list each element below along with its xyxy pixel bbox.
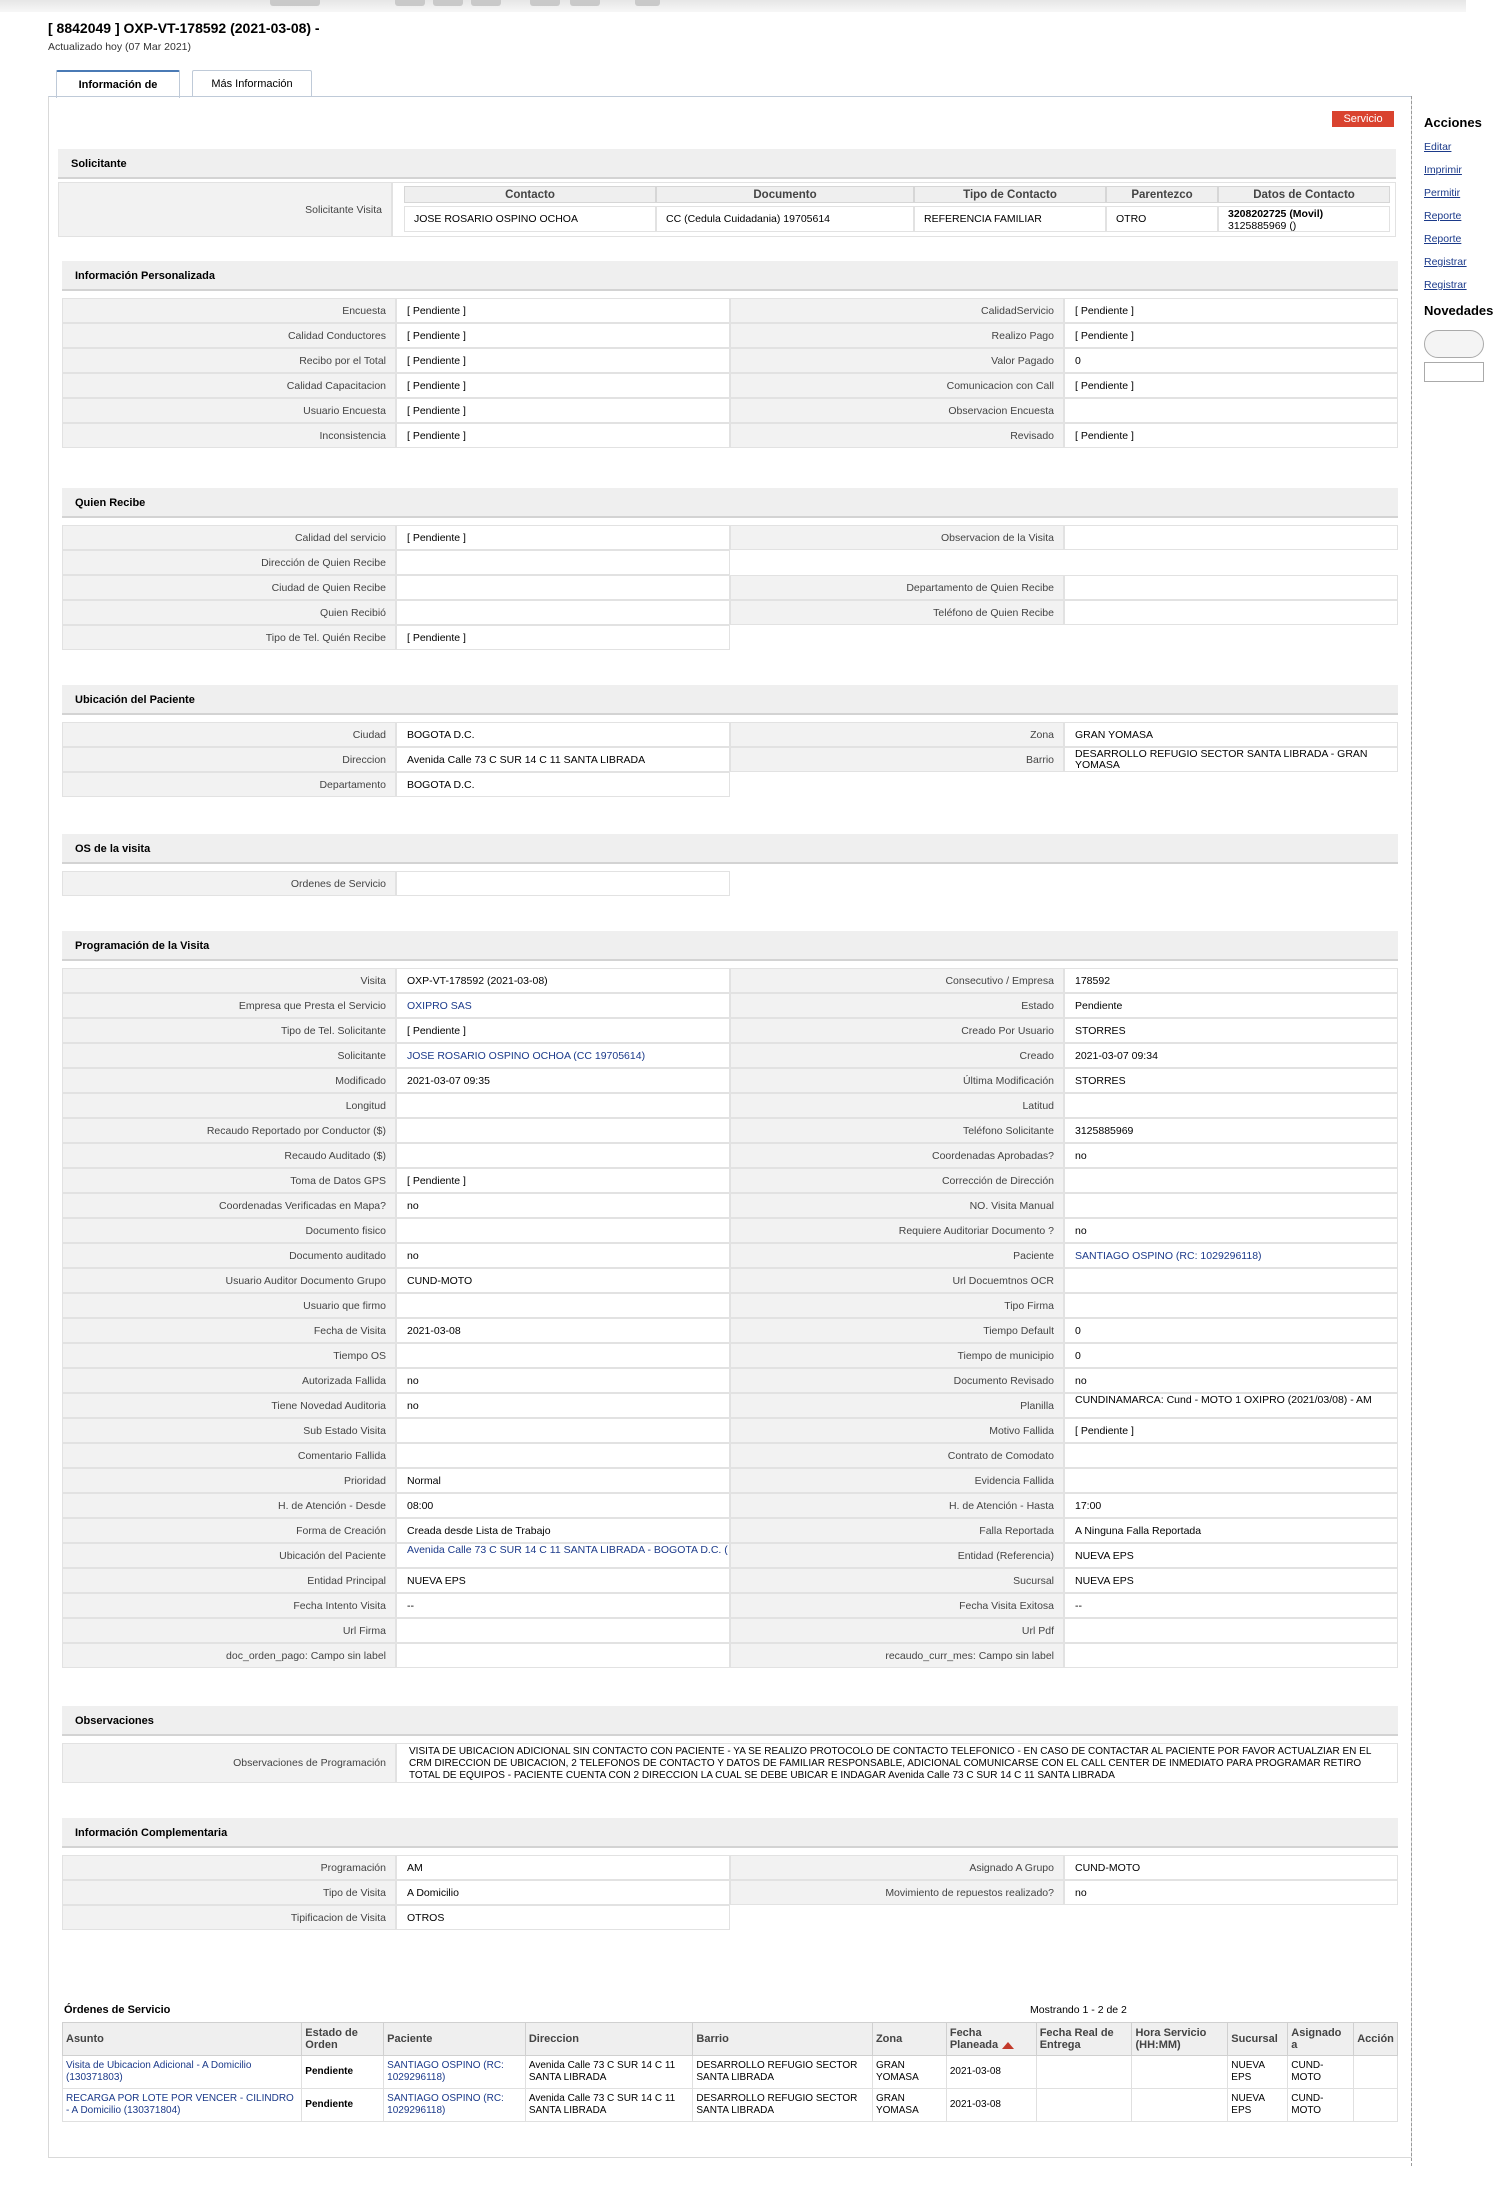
forma-de-creacion-label: Forma de Creación (62, 1518, 396, 1543)
toolbar-button[interactable] (570, 0, 600, 6)
grid-header-parentezco: Parentezco (1106, 186, 1218, 203)
toolbar-button[interactable] (270, 0, 320, 6)
section-os-de-la-visita-header: OS de la visita (62, 834, 1398, 864)
empresa-que-presta-el-servicio-label: Empresa que Presta el Servicio (62, 993, 396, 1018)
section-quien-recibe-header: Quien Recibe (62, 488, 1398, 518)
programacion-label: Programación (62, 1855, 396, 1880)
ciudad-de-quien-recibe-label: Ciudad de Quien Recibe (62, 575, 396, 600)
phone-alt: 3125885969 () (1228, 220, 1297, 232)
action-link-reporte[interactable]: Reporte (1424, 210, 1462, 222)
order-cell-asunto[interactable]: Visita de Ubicacion Adicional - A Domicilio (130371803) (63, 2056, 302, 2089)
col-paciente[interactable]: Paciente (384, 2023, 526, 2056)
visita-value: OXP-VT-178592 (2021-03-08) (396, 968, 730, 993)
parentezco-cell: OTRO (1106, 206, 1218, 232)
order-cell-paciente[interactable]: SANTIAGO OSPINO (RC: 1029296118) (384, 2089, 526, 2122)
contrato-de-comodato-label: Contrato de Comodato (730, 1443, 1064, 1468)
comentario-fallida-label: Comentario Fallida (62, 1443, 396, 1468)
action-link-reporte[interactable]: Reporte (1424, 233, 1462, 245)
direccion-de-quien-recibe-value (396, 550, 730, 575)
order-cell-hora-servicio-hh-mm (1132, 2089, 1228, 2122)
doc-orden-pago-campo-sin-label-value (396, 1643, 730, 1668)
tipo-de-tel-solicitante-value: [ Pendiente ] (396, 1018, 730, 1043)
comunicacion-con-call-label: Comunicacion con Call (730, 373, 1064, 398)
col-asunto[interactable]: Asunto (63, 2023, 302, 2056)
recibo-por-el-total-label: Recibo por el Total (62, 348, 396, 373)
latitud-label: Latitud (730, 1093, 1064, 1118)
documento-auditado-value: no (396, 1243, 730, 1268)
phone-main: 3208202725 (Movil) (1228, 208, 1324, 220)
tab-mas-informacion[interactable]: Más Información (192, 70, 312, 97)
section-informacion-personalizada-header: Información Personalizada (62, 261, 1398, 291)
novedades-toggle[interactable] (1424, 330, 1484, 358)
recaudo-auditado-value (396, 1143, 730, 1168)
service-badge[interactable]: Servicio (1332, 111, 1394, 127)
tipo-de-tel-solicitante-label: Tipo de Tel. Solicitante (62, 1018, 396, 1043)
url-firma-value (396, 1618, 730, 1643)
observacion-encuesta-label: Observacion Encuesta (730, 398, 1064, 423)
ciudad-de-quien-recibe-value (396, 575, 730, 600)
sucursal-label: Sucursal (730, 1568, 1064, 1593)
order-cell-fecha-planeada: 2021-03-08 (946, 2089, 1036, 2122)
toolbar-button[interactable] (471, 0, 501, 6)
order-cell-zona: GRAN YOMASA (872, 2056, 946, 2089)
order-cell-paciente[interactable]: SANTIAGO OSPINO (RC: 1029296118) (384, 2056, 526, 2089)
fecha-visita-exitosa-label: Fecha Visita Exitosa (730, 1593, 1064, 1618)
quien-recibio-value (396, 600, 730, 625)
order-cell-zona: GRAN YOMASA (872, 2089, 946, 2122)
fecha-intento-visita-label: Fecha Intento Visita (62, 1593, 396, 1618)
grid-header-datos-contacto: Datos de Contacto (1218, 186, 1390, 203)
calidad-conductores-label: Calidad Conductores (62, 323, 396, 348)
url-docuemtnos-ocr-label: Url Docuemtnos OCR (730, 1268, 1064, 1293)
novedades-input[interactable] (1424, 362, 1484, 382)
table-row (63, 2089, 1398, 2122)
programacion-value: AM (396, 1855, 730, 1880)
tipificacion-de-visita-value: OTROS (396, 1905, 730, 1930)
entidad-referencia-label: Entidad (Referencia) (730, 1543, 1064, 1568)
action-link-registrar[interactable]: Registrar (1424, 256, 1467, 268)
tipo-contacto-cell: REFERENCIA FAMILIAR (914, 206, 1106, 232)
tiempo-default-value: 0 (1064, 1318, 1398, 1343)
ciudad-label: Ciudad (62, 722, 396, 747)
realizo-pago-label: Realizo Pago (730, 323, 1064, 348)
tipo-firma-label: Tipo Firma (730, 1293, 1064, 1318)
toma-de-datos-gps-value: [ Pendiente ] (396, 1168, 730, 1193)
datos-contacto-cell (1218, 206, 1390, 232)
col-direccion[interactable]: Direccion (525, 2023, 693, 2056)
consecutivo-empresa-value: 178592 (1064, 968, 1398, 993)
recaudo-auditado-label: Recaudo Auditado ($) (62, 1143, 396, 1168)
col-fecha-planeada[interactable] (946, 2023, 1036, 2056)
tiene-novedad-auditoria-value: no (396, 1393, 730, 1418)
section-solicitante-header: Solicitante (58, 149, 1396, 179)
prioridad-label: Prioridad (62, 1468, 396, 1493)
encuesta-label: Encuesta (62, 298, 396, 323)
calidad-capacitacion-value: [ Pendiente ] (396, 373, 730, 398)
solicitante-value[interactable]: JOSE ROSARIO OSPINO OCHOA (CC 19705614) (396, 1043, 730, 1068)
col-accion: Acción (1354, 2023, 1398, 2056)
calidad-del-servicio-label: Calidad del servicio (62, 525, 396, 550)
orders-header-row (63, 2023, 1398, 2056)
inconsistencia-label: Inconsistencia (62, 423, 396, 448)
creado-por-usuario-label: Creado Por Usuario (730, 1018, 1064, 1043)
contrato-de-comodato-value (1064, 1443, 1398, 1468)
ubicacion-del-paciente-value[interactable]: Avenida Calle 73 C SUR 14 C 11 SANTA LIBRADA - BOGOTA D.C. ( (396, 1543, 730, 1568)
tipo-de-visita-value: A Domicilio (396, 1880, 730, 1905)
grid-header-tipo-contacto: Tipo de Contacto (914, 186, 1106, 203)
consecutivo-empresa-label: Consecutivo / Empresa (730, 968, 1064, 993)
calidad-del-servicio-value: [ Pendiente ] (396, 525, 730, 550)
zona-label: Zona (730, 722, 1064, 747)
autorizada-fallida-value: no (396, 1368, 730, 1393)
no-visita-manual-value (1064, 1193, 1398, 1218)
section-programacion-de-la-visita-header: Programación de la Visita (62, 931, 1398, 961)
evidencia-fallida-value (1064, 1468, 1398, 1493)
col-zona[interactable]: Zona (872, 2023, 946, 2056)
order-cell-barrio: DESARROLLO REFUGIO SECTOR SANTA LIBRADA (693, 2089, 873, 2122)
col-sucursal[interactable]: Sucursal (1228, 2023, 1288, 2056)
departamento-label: Departamento (62, 772, 396, 797)
departamento-de-quien-recibe-value (1064, 575, 1398, 600)
h-de-atencion-hasta-value: 17:00 (1064, 1493, 1398, 1518)
paciente-value[interactable]: SANTIAGO OSPINO (RC: 1029296118) (1064, 1243, 1398, 1268)
toolbar-button[interactable] (530, 0, 560, 6)
usuario-encuesta-value: [ Pendiente ] (396, 398, 730, 423)
comentario-fallida-value (396, 1443, 730, 1468)
modificado-label: Modificado (62, 1068, 396, 1093)
ordenes-de-servicio-value (396, 871, 730, 896)
order-cell-fecha-real-de-entrega (1036, 2056, 1132, 2089)
coordenadas-verificadas-en-mapa-label: Coordenadas Verificadas en Mapa? (62, 1193, 396, 1218)
revisado-value: [ Pendiente ] (1064, 423, 1398, 448)
section-observaciones-header: Observaciones (62, 1706, 1398, 1736)
order-cell-asunto[interactable]: RECARGA POR LOTE POR VENCER - CILINDRO - A Domicilio (130371804) (63, 2089, 302, 2122)
sucursal-value: NUEVA EPS (1064, 1568, 1398, 1593)
empresa-que-presta-el-servicio-value[interactable]: OXIPRO SAS (396, 993, 730, 1018)
col-estado[interactable]: Estado de Orden (302, 2023, 384, 2056)
entidad-principal-label: Entidad Principal (62, 1568, 396, 1593)
creado-label: Creado (730, 1043, 1064, 1068)
estado-label: Estado (730, 993, 1064, 1018)
recaudo-reportado-por-conductor-label: Recaudo Reportado por Conductor ($) (62, 1118, 396, 1143)
actions-sidebar (1424, 115, 1493, 382)
usuario-auditor-documento-grupo-label: Usuario Auditor Documento Grupo (62, 1268, 396, 1293)
record-updated: Actualizado hoy (07 Mar 2021) (48, 41, 191, 53)
asignado-a-grupo-value: CUND-MOTO (1064, 1855, 1398, 1880)
order-cell-hora-servicio-hh-mm (1132, 2056, 1228, 2089)
table-row (63, 2056, 1398, 2089)
latitud-value (1064, 1093, 1398, 1118)
order-cell-estado-de-orden: Pendiente (302, 2089, 384, 2122)
estado-value: Pendiente (1064, 993, 1398, 1018)
usuario-encuesta-label: Usuario Encuesta (62, 398, 396, 423)
coordenadas-verificadas-en-mapa-value: no (396, 1193, 730, 1218)
correccion-de-direccion-value (1064, 1168, 1398, 1193)
tiene-novedad-auditoria-label: Tiene Novedad Auditoria (62, 1393, 396, 1418)
contacto-cell: JOSE ROSARIO OSPINO OCHOA (404, 206, 656, 232)
order-cell-accion (1354, 2089, 1398, 2122)
tipo-de-visita-label: Tipo de Visita (62, 1880, 396, 1905)
autorizada-fallida-label: Autorizada Fallida (62, 1368, 396, 1393)
url-docuemtnos-ocr-value (1064, 1268, 1398, 1293)
orders-table (62, 2022, 1398, 2122)
calidadservicio-value: [ Pendiente ] (1064, 298, 1398, 323)
entidad-referencia-value: NUEVA EPS (1064, 1543, 1398, 1568)
section-informacion-complementaria-header: Información Complementaria (62, 1818, 1398, 1848)
fecha-de-visita-value: 2021-03-08 (396, 1318, 730, 1343)
fecha-intento-visita-value: -- (396, 1593, 730, 1618)
revisado-label: Revisado (730, 423, 1064, 448)
order-cell-direccion: Avenida Calle 73 C SUR 14 C 11 SANTA LIBRADA (525, 2056, 693, 2089)
calidad-conductores-value: [ Pendiente ] (396, 323, 730, 348)
valor-pagado-label: Valor Pagado (730, 348, 1064, 373)
modificado-value: 2021-03-07 09:35 (396, 1068, 730, 1093)
tipo-firma-value (1064, 1293, 1398, 1318)
barrio-value: DESARROLLO REFUGIO SECTOR SANTA LIBRADA - GRAN YOMASA (1064, 747, 1398, 772)
telefono-solicitante-label: Teléfono Solicitante (730, 1118, 1064, 1143)
departamento-de-quien-recibe-label: Departamento de Quien Recibe (730, 575, 1064, 600)
ultima-modificacion-value: STORRES (1064, 1068, 1398, 1093)
ultima-modificacion-label: Última Modificación (730, 1068, 1064, 1093)
sub-estado-visita-value (396, 1418, 730, 1443)
longitud-value (396, 1093, 730, 1118)
top-toolbar-strip (0, 0, 1466, 12)
observacion-de-la-visita-value (1064, 525, 1398, 550)
motivo-fallida-label: Motivo Fallida (730, 1418, 1064, 1443)
col-hora-servicio[interactable]: Hora Servicio (HH:MM) (1132, 2023, 1228, 2056)
recaudo-curr-mes-campo-sin-label-label: recaudo_curr_mes: Campo sin label (730, 1643, 1064, 1668)
usuario-que-firmo-label: Usuario que firmo (62, 1293, 396, 1318)
paciente-label: Paciente (730, 1243, 1064, 1268)
observacion-de-la-visita-label: Observacion de la Visita (730, 525, 1064, 550)
no-visita-manual-label: NO. Visita Manual (730, 1193, 1064, 1218)
documento-fisico-value (396, 1218, 730, 1243)
longitud-label: Longitud (62, 1093, 396, 1118)
direccion-value: Avenida Calle 73 C SUR 14 C 11 SANTA LIBRADA (396, 747, 730, 772)
recaudo-reportado-por-conductor-value (396, 1118, 730, 1143)
action-link-registrar[interactable]: Registrar (1424, 279, 1467, 291)
forma-de-creacion-value: Creada desde Lista de Trabajo (396, 1518, 730, 1543)
h-de-atencion-desde-label: H. de Atención - Desde (62, 1493, 396, 1518)
panel-divider (1411, 96, 1412, 2166)
tipificacion-de-visita-label: Tipificacion de Visita (62, 1905, 396, 1930)
zona-value: GRAN YOMASA (1064, 722, 1398, 747)
barrio-label: Barrio (730, 747, 1064, 772)
telefono-de-quien-recibe-label: Teléfono de Quien Recibe (730, 600, 1064, 625)
sub-estado-visita-label: Sub Estado Visita (62, 1418, 396, 1443)
correccion-de-direccion-label: Corrección de Dirección (730, 1168, 1064, 1193)
url-firma-label: Url Firma (62, 1618, 396, 1643)
asignado-a-grupo-label: Asignado A Grupo (730, 1855, 1064, 1880)
order-cell-fecha-real-de-entrega (1036, 2089, 1132, 2122)
motivo-fallida-value: [ Pendiente ] (1064, 1418, 1398, 1443)
tipo-de-tel-quien-recibe-label: Tipo de Tel. Quién Recibe (62, 625, 396, 650)
toolbar-button[interactable] (433, 0, 463, 6)
documento-revisado-value: no (1064, 1368, 1398, 1393)
observaciones-programacion-value: VISITA DE UBICACION ADICIONAL SIN CONTACTO CON PACIENTE - YA SE REALIZO PROTOCOLO DE CONTACTO TELEFONICO - EN CASO DE CONTACTAR AL PACIENTE POR FAVOR ACTUALZIAR EN EL CRM DIRECCION DE UBICACION, 2 TELEFONOS DE CONTACTO Y DATOS DE FAMILIAR RESPONSABLE, ADICIONAL COMUNICARSE CON EL CALL CENTER DE INMEDIATO PARA PROGRAMAR RETIRO TOTAL DE EQUIPOS - PACIENTE CUENTA CON 2 DIRECCION LA CUAL SE DEBE UBICAR E INDAGAR Avenida Calle 73 C SUR 14 C 11 SANTA LIBRADA (396, 1743, 1398, 1783)
planilla-label: Planilla (730, 1393, 1064, 1418)
coordenadas-aprobadas-value: no (1064, 1143, 1398, 1168)
tipo-de-tel-quien-recibe-value: [ Pendiente ] (396, 625, 730, 650)
realizo-pago-value: [ Pendiente ] (1064, 323, 1398, 348)
tiempo-de-municipio-label: Tiempo de municipio (730, 1343, 1064, 1368)
action-link-permitir[interactable]: Permitir (1424, 187, 1461, 199)
requiere-auditoriar-documento-label: Requiere Auditoriar Documento ? (730, 1218, 1064, 1243)
order-cell-accion (1354, 2056, 1398, 2089)
actions-links (1424, 136, 1466, 297)
ordenes-de-servicio-label: Ordenes de Servicio (62, 871, 396, 896)
tab-informacion[interactable]: Información de (56, 70, 180, 98)
documento-auditado-label: Documento auditado (62, 1243, 396, 1268)
toolbar-button[interactable] (635, 0, 660, 6)
direccion-label: Direccion (62, 747, 396, 772)
inconsistencia-value: [ Pendiente ] (396, 423, 730, 448)
ubicacion-del-paciente-label: Ubicación del Paciente (62, 1543, 396, 1568)
record-title: [ 8842049 ] OXP-VT-178592 (2021-03-08) - (48, 20, 320, 36)
falla-reportada-value: A Ninguna Falla Reportada (1064, 1518, 1398, 1543)
col-asignado[interactable]: Asignado a (1288, 2023, 1354, 2056)
comunicacion-con-call-value: [ Pendiente ] (1064, 373, 1398, 398)
grid-header-documento: Documento (656, 186, 914, 203)
prioridad-value: Normal (396, 1468, 730, 1493)
calidadservicio-label: CalidadServicio (730, 298, 1064, 323)
tiempo-os-value (396, 1343, 730, 1368)
url-pdf-label: Url Pdf (730, 1618, 1064, 1643)
fecha-visita-exitosa-value: -- (1064, 1593, 1398, 1618)
coordenadas-aprobadas-label: Coordenadas Aprobadas? (730, 1143, 1064, 1168)
col-fecha-planeada-label: Fecha Planeada (949, 2027, 999, 2051)
requiere-auditoriar-documento-value: no (1064, 1218, 1398, 1243)
col-fecha-real[interactable]: Fecha Real de Entrega (1036, 2023, 1132, 2056)
novedades-header: Novedades (1424, 303, 1493, 318)
documento-revisado-label: Documento Revisado (730, 1368, 1064, 1393)
movimiento-de-repuestos-realizado-label: Movimiento de repuestos realizado? (730, 1880, 1064, 1905)
valor-pagado-value: 0 (1064, 348, 1398, 373)
documento-cell: CC (Cedula Cuidadania) 19705614 (656, 206, 914, 232)
order-cell-sucursal: NUEVA EPS (1228, 2089, 1288, 2122)
orders-count: Mostrando 1 - 2 de 2 (1030, 2004, 1127, 2016)
h-de-atencion-desde-value: 08:00 (396, 1493, 730, 1518)
usuario-que-firmo-value (396, 1293, 730, 1318)
recibo-por-el-total-value: [ Pendiente ] (396, 348, 730, 373)
solicitante-label: Solicitante (62, 1043, 396, 1068)
order-cell-sucursal: NUEVA EPS (1228, 2056, 1288, 2089)
documento-fisico-label: Documento fisico (62, 1218, 396, 1243)
doc-orden-pago-campo-sin-label-label: doc_orden_pago: Campo sin label (62, 1643, 396, 1668)
telefono-de-quien-recibe-value (1064, 600, 1398, 625)
toma-de-datos-gps-label: Toma de Datos GPS (62, 1168, 396, 1193)
grid-header-contacto: Contacto (404, 186, 656, 203)
orders-body (63, 2056, 1398, 2122)
sort-ascending-icon[interactable] (1002, 2042, 1014, 2049)
usuario-auditor-documento-grupo-value: CUND-MOTO (396, 1268, 730, 1293)
fecha-de-visita-label: Fecha de Visita (62, 1318, 396, 1343)
creado-por-usuario-value: STORRES (1064, 1018, 1398, 1043)
order-cell-estado-de-orden: Pendiente (302, 2056, 384, 2089)
order-cell-asignado-a: CUND-MOTO (1288, 2056, 1354, 2089)
calidad-capacitacion-label: Calidad Capacitacion (62, 373, 396, 398)
quien-recibio-label: Quien Recibió (62, 600, 396, 625)
planilla-value: CUNDINAMARCA: Cund - MOTO 1 OXIPRO (2021/03/08) - AM (1064, 1393, 1398, 1418)
tiempo-os-label: Tiempo OS (62, 1343, 396, 1368)
creado-value: 2021-03-07 09:34 (1064, 1043, 1398, 1068)
ciudad-value: BOGOTA D.C. (396, 722, 730, 747)
observacion-encuesta-value (1064, 398, 1398, 423)
encuesta-value: [ Pendiente ] (396, 298, 730, 323)
h-de-atencion-hasta-label: H. de Atención - Hasta (730, 1493, 1064, 1518)
section-ubicacion-del-paciente-header: Ubicación del Paciente (62, 685, 1398, 715)
tiempo-de-municipio-value: 0 (1064, 1343, 1398, 1368)
telefono-solicitante-value: 3125885969 (1064, 1118, 1398, 1143)
order-cell-asignado-a: CUND-MOTO (1288, 2089, 1354, 2122)
col-barrio[interactable]: Barrio (693, 2023, 873, 2056)
order-cell-fecha-planeada: 2021-03-08 (946, 2056, 1036, 2089)
direccion-de-quien-recibe-label: Dirección de Quien Recibe (62, 550, 396, 575)
tiempo-default-label: Tiempo Default (730, 1318, 1064, 1343)
orders-title: Órdenes de Servicio (64, 2004, 171, 2016)
order-cell-direccion: Avenida Calle 73 C SUR 14 C 11 SANTA LIBRADA (525, 2089, 693, 2122)
recaudo-curr-mes-campo-sin-label-value (1064, 1643, 1398, 1668)
evidencia-fallida-label: Evidencia Fallida (730, 1468, 1064, 1493)
action-link-imprimir[interactable]: Imprimir (1424, 164, 1462, 176)
toolbar-button[interactable] (395, 0, 425, 6)
departamento-value: BOGOTA D.C. (396, 772, 730, 797)
url-pdf-value (1064, 1618, 1398, 1643)
visita-label: Visita (62, 968, 396, 993)
entidad-principal-value: NUEVA EPS (396, 1568, 730, 1593)
actions-header: Acciones (1424, 115, 1482, 130)
falla-reportada-label: Falla Reportada (730, 1518, 1064, 1543)
solicitante-visita-label: Solicitante Visita (58, 182, 392, 237)
action-link-editar[interactable]: Editar (1424, 141, 1452, 153)
order-cell-barrio: DESARROLLO REFUGIO SECTOR SANTA LIBRADA (693, 2056, 873, 2089)
observaciones-programacion-label: Observaciones de Programación (62, 1743, 396, 1783)
movimiento-de-repuestos-realizado-value: no (1064, 1880, 1398, 1905)
